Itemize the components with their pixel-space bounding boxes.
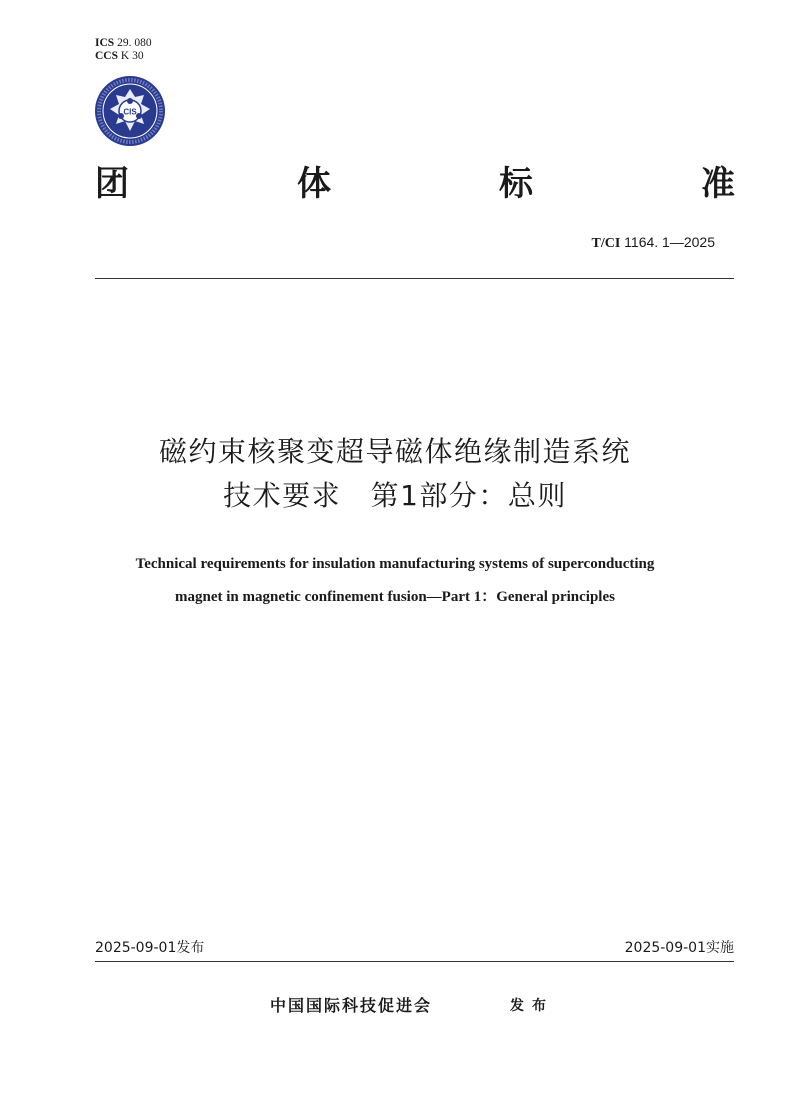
english-title-line-2: magnet in magnetic confinement fusion—Part 1：General principles <box>175 589 615 605</box>
english-title-line-1: Technical requirements for insulation manufacturing systems of superconducting <box>135 556 655 572</box>
standard-code: 1164. 1—2025 <box>624 234 715 250</box>
standard-prefix: T/CI <box>591 236 621 251</box>
doc-type-char: 团 <box>95 164 129 204</box>
ccs-label: CCS <box>95 50 119 62</box>
ccs-line <box>95 50 152 63</box>
bottom-divider <box>95 961 734 962</box>
ics-code: 29. 080 <box>117 37 152 49</box>
publish-date: 2025-09-01发布 <box>95 940 205 956</box>
ics-label: ICS <box>95 37 115 49</box>
doc-type-char: 准 <box>701 164 735 204</box>
chinese-title-line-2: 技术要求 第1部分：总则 <box>223 479 567 512</box>
chinese-title-line-1: 磁约束核聚变超导磁体绝缘制造系统 <box>158 435 631 468</box>
doc-type-char: 标 <box>499 164 533 204</box>
doc-type-char: 体 <box>297 164 331 204</box>
standard-number <box>591 234 715 252</box>
chinese-title <box>0 430 790 518</box>
publish-label: 发布 <box>510 998 554 1014</box>
logo-text: CIS <box>123 107 137 117</box>
publisher-name: 中国国际科技促进会 <box>270 996 433 1015</box>
implementation-date: 2025-09-01实施 <box>624 940 734 956</box>
organization-logo-icon <box>94 75 166 147</box>
top-divider <box>95 278 734 279</box>
ics-line <box>95 37 152 50</box>
english-title <box>60 548 730 614</box>
classification-block <box>95 37 152 63</box>
document-type-heading <box>95 160 735 208</box>
ccs-code: K 30 <box>120 50 144 62</box>
